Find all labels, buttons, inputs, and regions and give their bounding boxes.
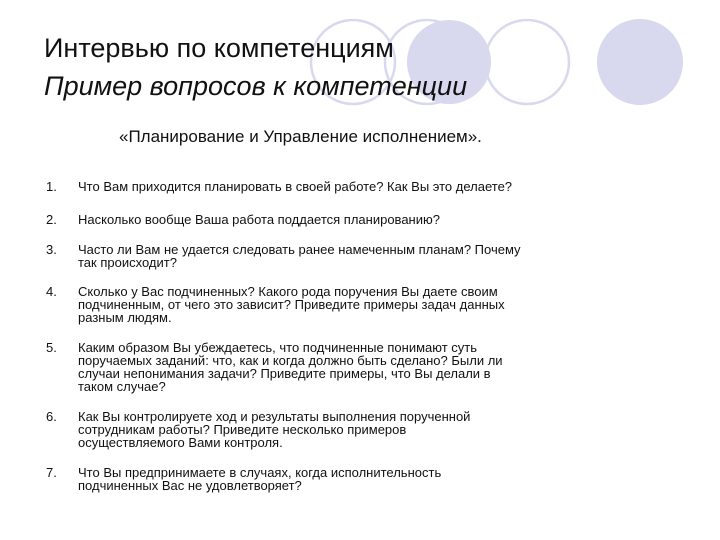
question-text: Что Вам приходится планировать в своей работе? Как Вы это делаете? (78, 179, 513, 194)
question-number: 1. (46, 179, 57, 194)
question-number: 4. (46, 284, 57, 299)
question-text: Насколько вообще Ваша работа поддается планированию? (78, 212, 440, 227)
question-number: 3. (46, 242, 57, 257)
slide-title: Интервью по компетенциям (44, 33, 394, 63)
slide-subtitle: Пример вопросов к компетенции (44, 71, 468, 101)
question-text: Каким образом Вы убеждаетесь, что подчиненные понимают суть поручаемых заданий: что, как и когда должно быть сделано? Были ли случаи непонимания задачи? Приведите примеры, что Вы делали в таком случае? (78, 340, 503, 394)
question-number: 5. (46, 340, 57, 355)
question-text: Часто ли Вам не удается следовать ранее намеченным планам? Почему так происходит? (78, 242, 521, 270)
question-text: Что Вы предпринимаете в случаях, когда исполнительность подчиненных Вас не удовлетворяет? (78, 465, 442, 493)
question-text: Сколько у Вас подчиненных? Какого рода поручения Вы даете своим подчиненным, от чего это зависит? Приведите примеры задач данных разным людям. (78, 284, 505, 325)
question-text: Как Вы контролируете ход и результаты выполнения порученной сотрудникам работы? Приведите несколько примеров осуществляемого Вами контроля. (78, 409, 471, 450)
competency-name: «Планирование и Управление исполнением». (119, 127, 482, 146)
question-number: 2. (46, 212, 57, 227)
question-number: 7. (46, 465, 57, 480)
question-number: 6. (46, 409, 57, 424)
circle-outline-3 (485, 20, 569, 104)
circle-filled-2 (597, 19, 683, 105)
